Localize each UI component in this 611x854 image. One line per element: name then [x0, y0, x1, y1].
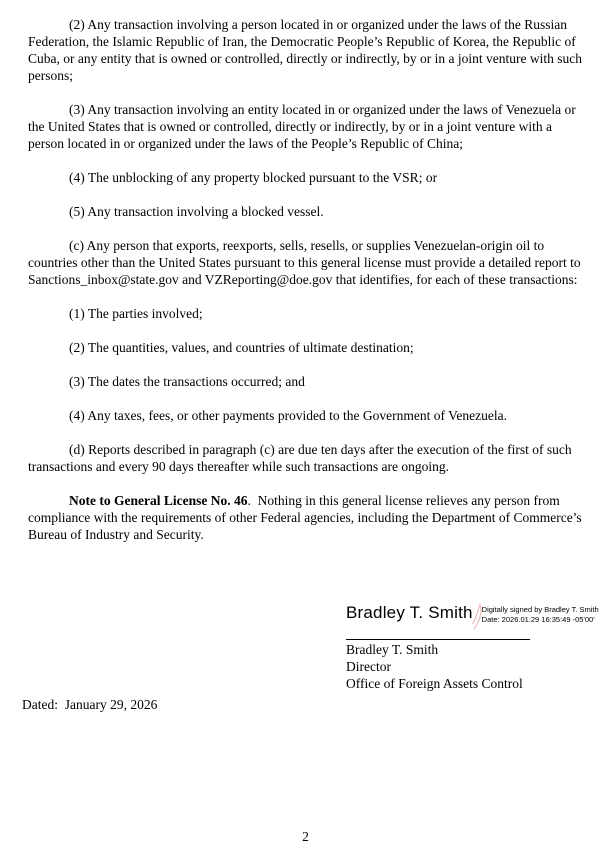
paragraph: (2) Any transaction involving a person located in or organized under the laws of the Russian Federation, the Islamic Republic of Iran, the Democratic People’s Republic of Korea, the Republic of Cuba, or any entity that is owned or controlled, directly or indirectly, by or in a joint venture with such persons; — [28, 17, 586, 83]
paragraph: (3) Any transaction involving an entity located in or organized under the laws of Venezuela or the United States that is owned or controlled, directly or indirectly, by or in a joint venture with a person located in or organized under the laws of the People’s Republic of China; — [28, 102, 580, 151]
dated-line: Dated: January 29, 2026 — [22, 697, 158, 712]
paragraph: (5) Any transaction involving a blocked vessel. — [69, 204, 324, 219]
note-paragraph — [28, 492, 585, 543]
signature-line — [346, 639, 530, 640]
paragraph: (2) The quantities, values, and countries of ultimate destination; — [69, 340, 414, 355]
signature-details-line1: Digitally signed by Bradley T. Smith — [481, 605, 599, 614]
digital-signature-row — [346, 601, 599, 636]
signature-block — [346, 601, 599, 692]
signer-office: Office of Foreign Assets Control — [346, 676, 523, 691]
paragraph: (1) The parties involved; — [69, 306, 203, 321]
paragraph: (c) Any person that exports, reexports, sells, resells, or supplies Venezuelan-origin oil to countries other than the United States pursuant to this general license must provide a detailed report to Sanctions_inbox@state.gov and VZReporting@doe.gov that identifies, for each of these transactions: — [28, 238, 584, 287]
note-text: . Nothing in this general license relieves any person from compliance with the requirements of other Federal agencies, including the Department of Commerce’s Bureau of Industry and Security. — [28, 493, 586, 542]
signature-details-line2: Date: 2026.01.29 16:35:49 -05'00' — [481, 614, 595, 624]
page-number: 2 — [302, 829, 309, 844]
signature-details — [482, 601, 599, 624]
body-text — [28, 16, 585, 560]
paragraph: (d) Reports described in paragraph (c) are due ten days after the execution of the first of such transactions and every 90 days thereafter while such transactions are ongoing. — [28, 442, 576, 474]
note-label: Note to General License No. 46 — [69, 493, 248, 508]
paragraph: (4) The unblocking of any property blocked pursuant to the VSR; or — [69, 170, 438, 185]
paragraph: (4) Any taxes, fees, or other payments provided to the Government of Venezuela. — [69, 408, 507, 423]
digital-signature-name: Bradley T. Smith — [346, 603, 473, 622]
paragraph: (3) The dates the transactions occurred; and — [69, 374, 305, 389]
signer-typed-name: Bradley T. Smith — [346, 642, 439, 657]
signer-title: Director — [346, 659, 391, 674]
